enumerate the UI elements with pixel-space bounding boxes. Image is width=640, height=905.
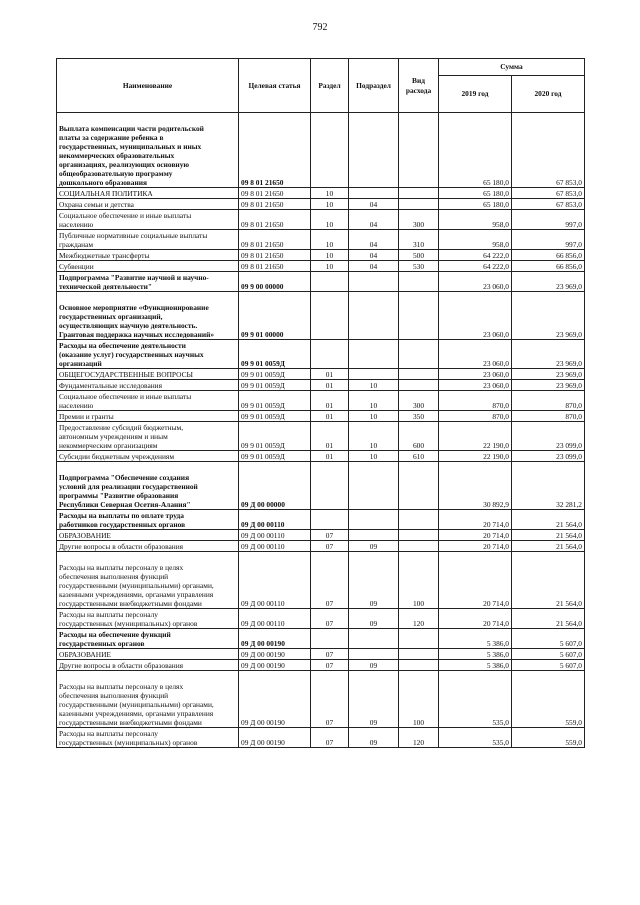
table-body [57,113,585,748]
cell-amount-2019: 64 222,0 [439,261,512,272]
table-row [57,250,585,261]
table-row [57,230,585,250]
cell-amount-2019: 870,0 [439,411,512,422]
cell-name: Предоставление субсидий бюджетным, автономным учреждениям и иным некоммерческим организациям [57,422,239,451]
cell-amount-2019: 23 060,0 [439,272,512,292]
table-row [57,530,585,541]
cell-subsection: 09 [349,541,399,552]
cell-section: 07 [311,649,349,660]
cell-target-code: 09 9 01 0059Д [239,369,311,380]
cell-target-code: 09 Д 00 00110 [239,510,311,530]
cell-subsection [349,188,399,199]
cell-target-code: 09 Д 00 00190 [239,649,311,660]
table-row [57,113,585,188]
cell-amount-2019: 5 386,0 [439,649,512,660]
table-row [57,609,585,629]
table-header [57,59,585,113]
cell-target-code: 09 8 01 21650 [239,261,311,272]
cell-expense-type [399,629,439,649]
cell-expense-type [399,369,439,380]
cell-name: Социальное обеспечение и иные выплаты населению [57,210,239,230]
cell-subsection [349,510,399,530]
table-row [57,552,585,609]
cell-amount-2019: 30 892,9 [439,462,512,510]
cell-expense-type: 610 [399,451,439,462]
cell-section: 01 [311,411,349,422]
cell-amount-2020: 21 564,0 [512,510,585,530]
cell-amount-2020: 997,0 [512,230,585,250]
cell-section [311,462,349,510]
budget-table [56,58,585,748]
cell-section: 07 [311,541,349,552]
cell-name: Субвенции [57,261,239,272]
cell-target-code: 09 8 01 21650 [239,250,311,261]
cell-subsection: 09 [349,552,399,609]
cell-name: Другие вопросы в области образования [57,660,239,671]
cell-amount-2020: 67 853,0 [512,199,585,210]
table-row [57,292,585,340]
cell-amount-2019: 64 222,0 [439,250,512,261]
cell-expense-type [399,510,439,530]
cell-target-code: 09 9 01 0059Д [239,422,311,451]
cell-target-code: 09 8 01 21650 [239,199,311,210]
cell-name: ОБЩЕГОСУДАРСТВЕННЫЕ ВОПРОСЫ [57,369,239,380]
cell-expense-type [399,380,439,391]
cell-amount-2020: 23 969,0 [512,340,585,369]
cell-amount-2020: 997,0 [512,210,585,230]
cell-amount-2020: 23 969,0 [512,292,585,340]
cell-expense-type: 530 [399,261,439,272]
cell-subsection: 09 [349,660,399,671]
cell-amount-2019: 65 180,0 [439,199,512,210]
cell-amount-2020: 23 099,0 [512,451,585,462]
table-row [57,391,585,411]
cell-target-code: 09 8 01 21650 [239,188,311,199]
cell-expense-type [399,199,439,210]
cell-section: 01 [311,451,349,462]
cell-section [311,113,349,188]
cell-amount-2020: 5 607,0 [512,649,585,660]
cell-expense-type [399,340,439,369]
cell-name: ОБРАЗОВАНИЕ [57,530,239,541]
cell-target-code: 09 9 01 0059Д [239,411,311,422]
table-row [57,462,585,510]
cell-expense-type: 310 [399,230,439,250]
cell-name: Выплата компенсации части родительской платы за содержание ребенка в государственных, муниципальных и иных некоммерческих образовательных организациях, реализующих основную общеобразовательную программу дошкольного образования [57,113,239,188]
cell-target-code: 09 Д 00 00190 [239,660,311,671]
cell-subsection [349,369,399,380]
cell-subsection [349,649,399,660]
cell-expense-type: 100 [399,552,439,609]
header-sum: Сумма [439,59,585,76]
cell-section: 07 [311,671,349,728]
cell-amount-2019: 20 714,0 [439,609,512,629]
cell-amount-2019: 65 180,0 [439,113,512,188]
cell-name: ОБРАЗОВАНИЕ [57,649,239,660]
cell-amount-2019: 535,0 [439,671,512,728]
cell-target-code: 09 Д 00 00110 [239,530,311,541]
cell-name: Расходы на обеспечение функций государственных органов [57,629,239,649]
cell-subsection: 04 [349,261,399,272]
cell-target-code: 09 Д 00 00110 [239,541,311,552]
cell-amount-2020: 870,0 [512,391,585,411]
header-year-2020: 2020 год [512,76,585,113]
cell-section: 10 [311,199,349,210]
cell-target-code: 09 9 01 0059Д [239,340,311,369]
cell-subsection: 10 [349,391,399,411]
cell-subsection [349,629,399,649]
cell-target-code: 09 9 01 00000 [239,292,311,340]
cell-name: Расходы на обеспечение деятельности (оказание услуг) государственных научных организаций [57,340,239,369]
cell-name: СОЦИАЛЬНАЯ ПОЛИТИКА [57,188,239,199]
cell-expense-type: 100 [399,671,439,728]
cell-amount-2019: 958,0 [439,210,512,230]
cell-section: 07 [311,609,349,629]
header-subsection: Подраздел [349,59,399,113]
cell-subsection: 04 [349,210,399,230]
cell-subsection [349,292,399,340]
cell-target-code: 09 8 01 21650 [239,210,311,230]
cell-name: Другие вопросы в области образования [57,541,239,552]
table-row [57,422,585,451]
cell-expense-type: 500 [399,250,439,261]
cell-amount-2020: 23 969,0 [512,380,585,391]
cell-expense-type [399,541,439,552]
cell-subsection: 10 [349,411,399,422]
table-row [57,380,585,391]
table-row [57,510,585,530]
table-row [57,340,585,369]
cell-expense-type: 120 [399,609,439,629]
table-row [57,199,585,210]
table-row [57,541,585,552]
cell-name: Расходы на выплаты персоналу государственных (муниципальных) органов [57,728,239,748]
cell-name: Основное мероприятие «Функционирование государственных организаций, осуществляющих научную деятельность. Грантовая поддержка научных исследований» [57,292,239,340]
cell-target-code: 09 Д 00 00190 [239,728,311,748]
cell-name: Охрана семьи и детства [57,199,239,210]
cell-expense-type [399,649,439,660]
cell-amount-2020: 32 281,2 [512,462,585,510]
cell-section: 10 [311,210,349,230]
cell-target-code: 09 Д 00 00190 [239,671,311,728]
header-target: Целевая статья [239,59,311,113]
cell-section: 01 [311,422,349,451]
cell-subsection: 10 [349,380,399,391]
cell-expense-type: 300 [399,391,439,411]
cell-subsection [349,113,399,188]
cell-amount-2019: 5 386,0 [439,660,512,671]
table-row [57,369,585,380]
cell-name: Социальное обеспечение и иные выплаты населению [57,391,239,411]
cell-section: 07 [311,660,349,671]
cell-section: 01 [311,380,349,391]
cell-name: Фундаментальные исследования [57,380,239,391]
cell-subsection [349,462,399,510]
header-expense-type: Вид расхода [399,59,439,113]
header-section: Раздел [311,59,349,113]
table-row [57,451,585,462]
cell-subsection: 04 [349,230,399,250]
cell-section [311,340,349,369]
page-number: 792 [312,22,328,33]
cell-amount-2019: 870,0 [439,391,512,411]
cell-name: Премии и гранты [57,411,239,422]
cell-subsection: 04 [349,250,399,261]
table-row [57,261,585,272]
cell-section [311,510,349,530]
cell-amount-2020: 66 856,0 [512,250,585,261]
cell-amount-2019: 65 180,0 [439,188,512,199]
table-row [57,671,585,728]
header-name: Наименование [57,59,239,113]
cell-expense-type [399,113,439,188]
cell-expense-type [399,188,439,199]
cell-amount-2020: 21 564,0 [512,552,585,609]
cell-expense-type: 300 [399,210,439,230]
cell-subsection [349,272,399,292]
cell-target-code: 09 9 01 0059Д [239,451,311,462]
cell-target-code: 09 9 01 0059Д [239,391,311,411]
cell-name: Расходы на выплаты по оплате труда работников государственных органов [57,510,239,530]
cell-target-code: 09 Д 00 00110 [239,552,311,609]
cell-target-code: 09 Д 00 00000 [239,462,311,510]
cell-expense-type: 120 [399,728,439,748]
cell-amount-2019: 23 060,0 [439,340,512,369]
cell-section: 07 [311,552,349,609]
table-row [57,272,585,292]
cell-amount-2020: 67 853,0 [512,188,585,199]
cell-expense-type [399,462,439,510]
cell-expense-type [399,660,439,671]
cell-amount-2020: 5 607,0 [512,660,585,671]
cell-amount-2019: 20 714,0 [439,530,512,541]
cell-target-code: 09 Д 00 00190 [239,629,311,649]
cell-section: 10 [311,188,349,199]
table-row [57,411,585,422]
table-row [57,629,585,649]
cell-subsection: 09 [349,728,399,748]
cell-subsection [349,530,399,541]
cell-amount-2020: 21 564,0 [512,541,585,552]
cell-expense-type [399,530,439,541]
cell-amount-2020: 559,0 [512,728,585,748]
header-year-2019: 2019 год [439,76,512,113]
cell-amount-2019: 22 190,0 [439,451,512,462]
cell-subsection: 09 [349,671,399,728]
cell-amount-2020: 23 099,0 [512,422,585,451]
cell-name: Расходы на выплаты персоналу в целях обеспечения выполнения функций государственными (муниципальными) органами, казенными учреждениями, органами управления государственными внебюджетными фондами [57,671,239,728]
cell-amount-2019: 20 714,0 [439,510,512,530]
cell-section: 01 [311,391,349,411]
table-row [57,188,585,199]
cell-section [311,272,349,292]
cell-subsection: 10 [349,422,399,451]
table-row [57,660,585,671]
cell-section [311,292,349,340]
cell-name: Расходы на выплаты персоналу государственных (муниципальных) органов [57,609,239,629]
cell-amount-2020: 5 607,0 [512,629,585,649]
cell-expense-type [399,292,439,340]
cell-amount-2020: 21 564,0 [512,609,585,629]
cell-amount-2020: 67 853,0 [512,113,585,188]
cell-expense-type [399,272,439,292]
cell-section: 10 [311,230,349,250]
cell-amount-2020: 23 969,0 [512,272,585,292]
cell-subsection: 09 [349,609,399,629]
cell-amount-2020: 870,0 [512,411,585,422]
cell-target-code: 09 9 01 0059Д [239,380,311,391]
cell-expense-type: 600 [399,422,439,451]
cell-target-code: 09 Д 00 00110 [239,609,311,629]
cell-amount-2019: 23 060,0 [439,292,512,340]
cell-name: Подпрограмма "Развитие научной и научно- технической деятельности" [57,272,239,292]
cell-name: Межбюджетные трансферты [57,250,239,261]
table-row [57,649,585,660]
cell-section: 01 [311,369,349,380]
table-row [57,728,585,748]
cell-target-code: 09 8 01 21650 [239,230,311,250]
cell-name: Публичные нормативные социальные выплаты гражданам [57,230,239,250]
cell-amount-2020: 23 969,0 [512,369,585,380]
cell-amount-2019: 20 714,0 [439,541,512,552]
cell-amount-2019: 20 714,0 [439,552,512,609]
cell-amount-2019: 5 386,0 [439,629,512,649]
cell-target-code: 09 8 01 21650 [239,113,311,188]
cell-amount-2019: 23 060,0 [439,369,512,380]
cell-subsection: 04 [349,199,399,210]
cell-amount-2019: 958,0 [439,230,512,250]
cell-expense-type: 350 [399,411,439,422]
cell-name: Субсидии бюджетным учреждениям [57,451,239,462]
cell-section [311,629,349,649]
cell-amount-2020: 559,0 [512,671,585,728]
cell-section: 10 [311,250,349,261]
cell-amount-2019: 22 190,0 [439,422,512,451]
cell-section: 07 [311,530,349,541]
table-row [57,210,585,230]
cell-target-code: 09 9 00 00000 [239,272,311,292]
cell-name: Расходы на выплаты персоналу в целях обеспечения выполнения функций государственными (муниципальными) органами, казенными учреждениями, органами управления государственными внебюджетными фондами [57,552,239,609]
cell-subsection [349,340,399,369]
cell-amount-2019: 535,0 [439,728,512,748]
cell-name: Подпрограмма "Обеспечение создания условий для реализации государственной программы "Развитие образования Республики Северная Осетия-Алания" [57,462,239,510]
cell-amount-2020: 21 564,0 [512,530,585,541]
cell-amount-2019: 23 060,0 [439,380,512,391]
cell-amount-2020: 66 856,0 [512,261,585,272]
cell-section: 10 [311,261,349,272]
cell-subsection: 10 [349,451,399,462]
cell-section: 07 [311,728,349,748]
